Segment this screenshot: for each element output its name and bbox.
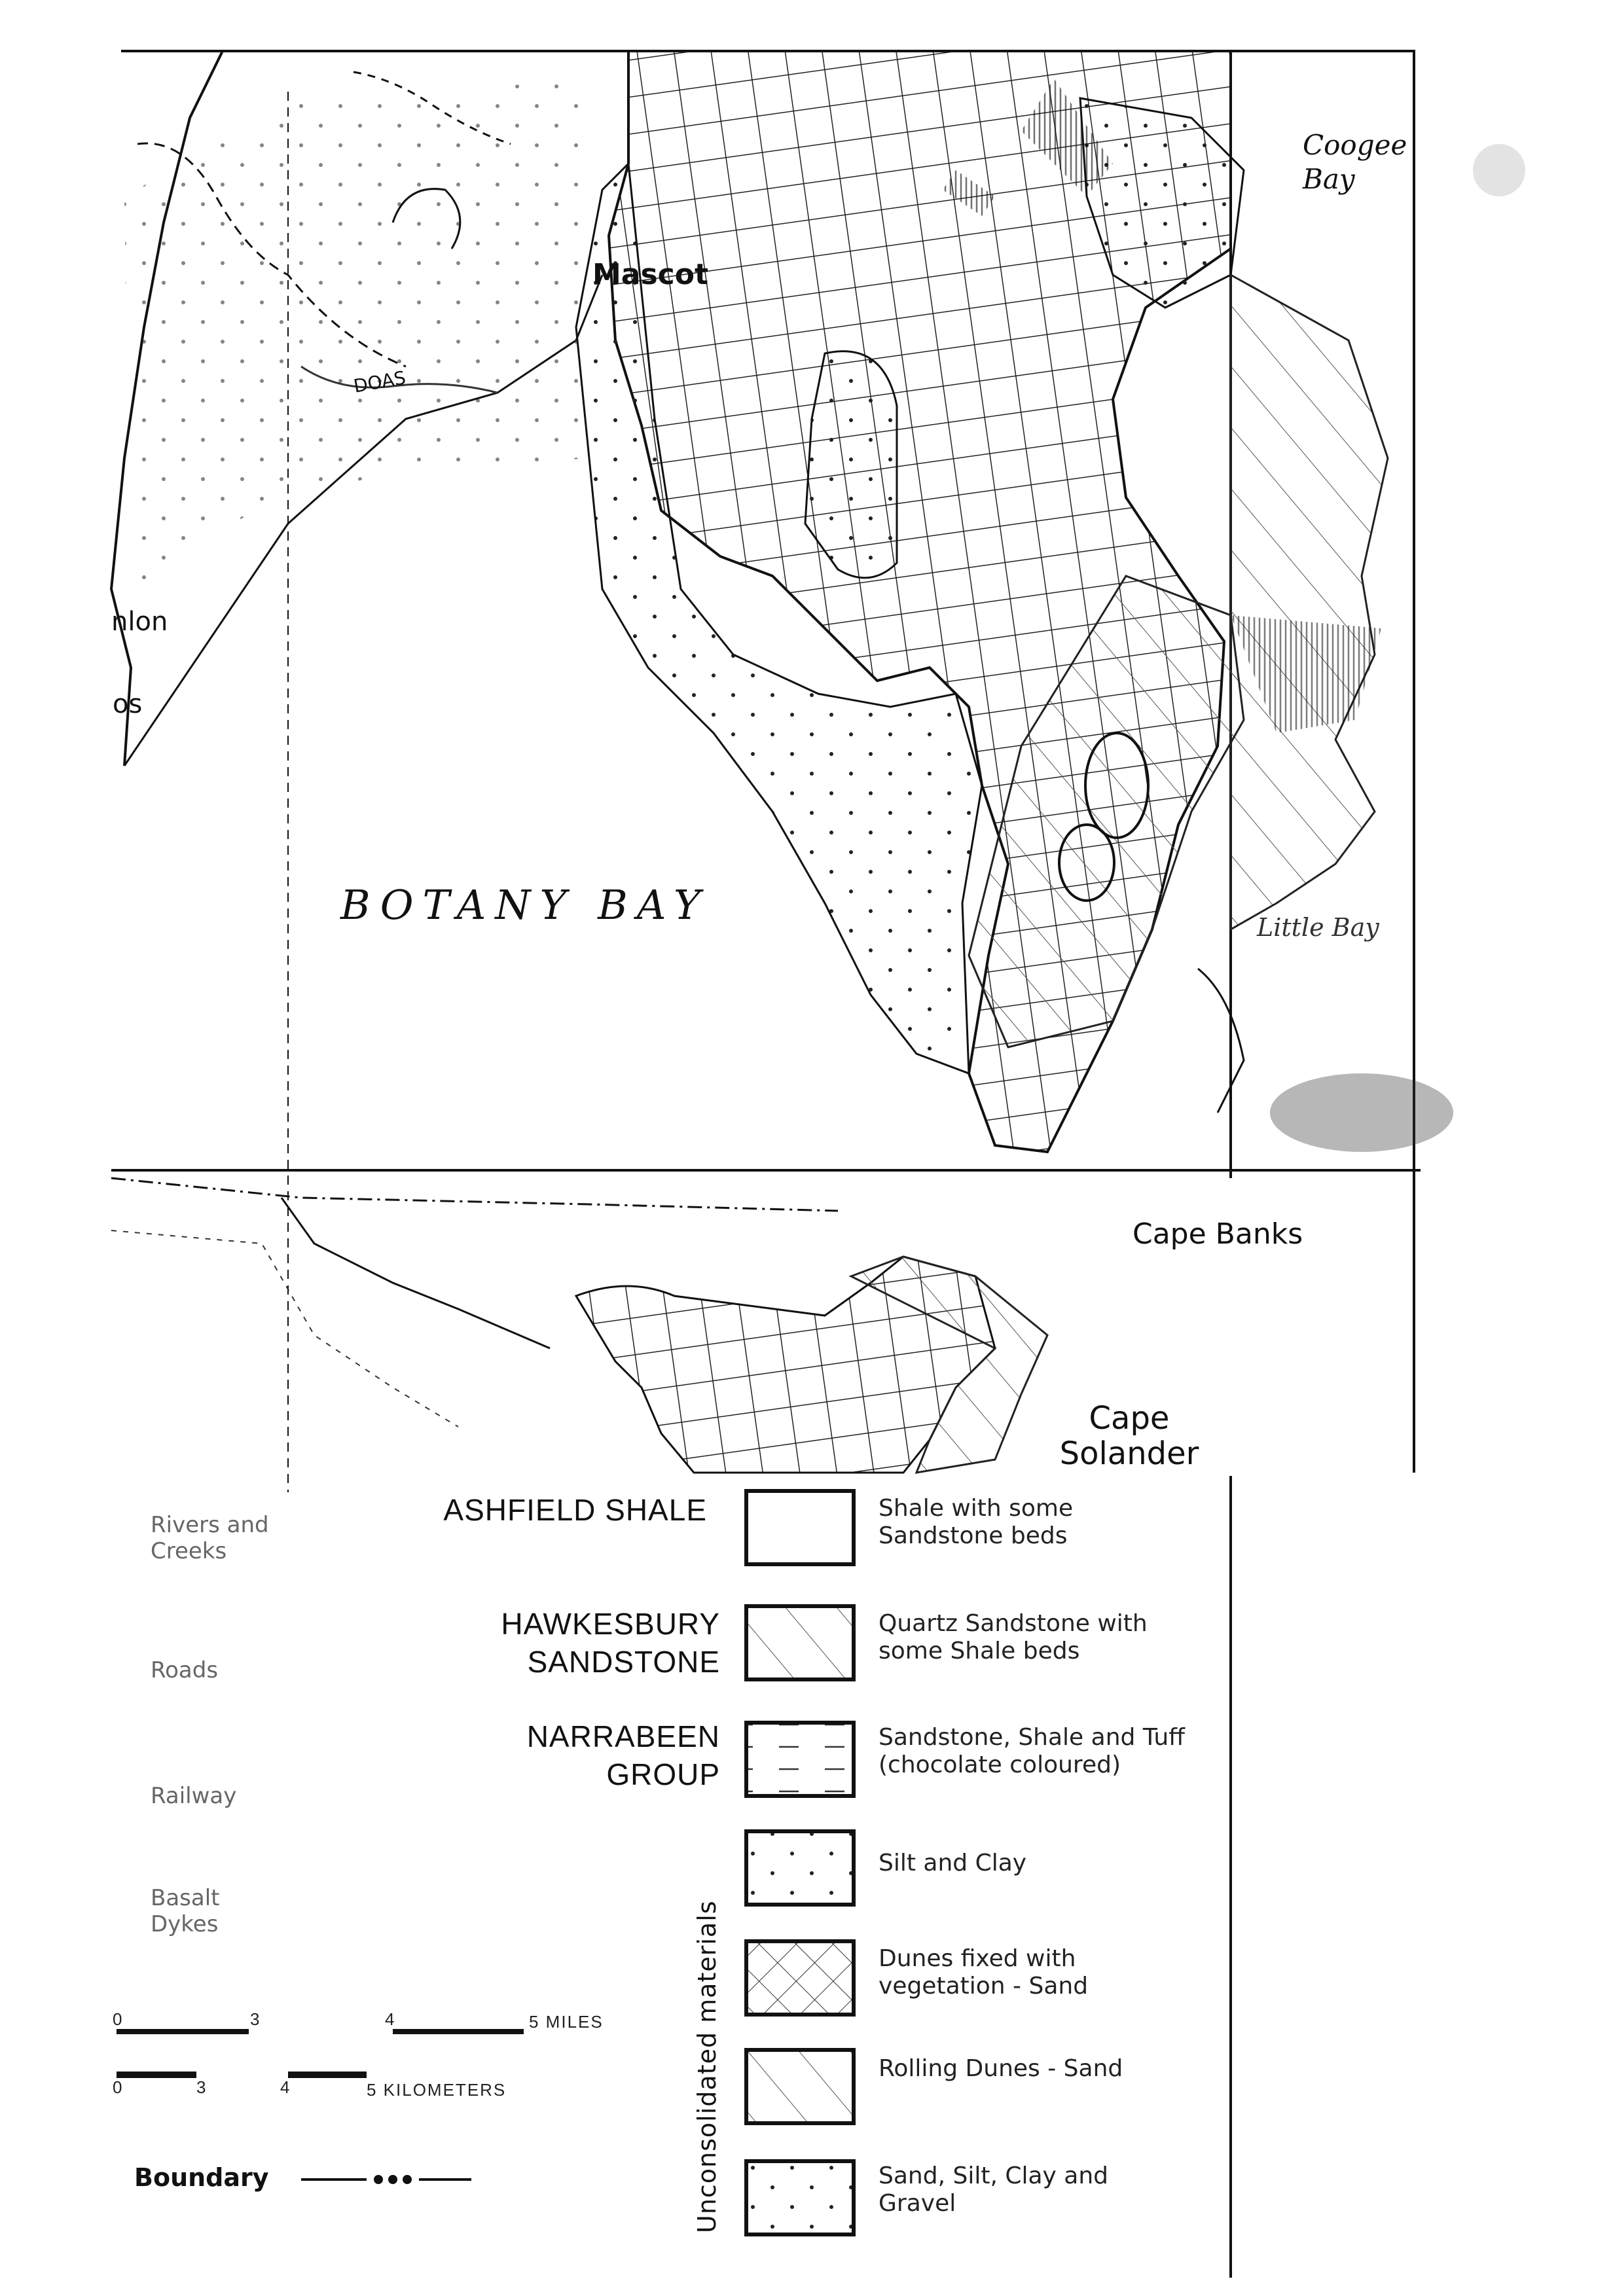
scale-tick-km-3: 3 xyxy=(196,2077,208,2097)
label-mascot: Mascot xyxy=(592,258,709,291)
legend-desc-fixed-dunes: Dunes fixed with vegetation - Sand xyxy=(879,1945,1089,2000)
legend-desc-narrabeen: Sandstone, Shale and Tuff (chocolate coloured) xyxy=(879,1724,1185,1778)
legend-boundary-label: Boundary xyxy=(134,2163,269,2192)
legend-desc-sand-gravel: Sand, Silt, Clay and Gravel xyxy=(879,2162,1108,2217)
legend-railway-label: Railway xyxy=(151,1783,237,1809)
legend-rivers-label: Rivers and Creeks xyxy=(151,1512,269,1564)
left-dot-field xyxy=(124,79,589,589)
lower-geology xyxy=(111,1178,1047,1473)
label-road: DOAS xyxy=(352,367,408,397)
legend-swatches xyxy=(746,1491,854,2234)
legend-group-label: Unconsolidated materials xyxy=(693,1900,721,2233)
scale-tick-mi-4: 4 xyxy=(385,2009,396,2029)
label-cape-banks: Cape Banks xyxy=(1133,1217,1303,1251)
scale-bars xyxy=(117,2032,524,2075)
legend-roads-label: Roads xyxy=(151,1657,219,1683)
scale-tick-mi-0: 0 xyxy=(113,2009,124,2029)
boundary-symbol xyxy=(301,2176,471,2183)
legend-basalt-label: Basalt Dykes xyxy=(151,1885,220,1937)
upper-geology xyxy=(576,51,1388,1152)
scale-km-label: 5 KILOMETERS xyxy=(367,2080,507,2100)
label-cape-solander: Cape Solander xyxy=(1059,1400,1199,1472)
legend-desc-rolling-dunes: Rolling Dunes - Sand xyxy=(879,2055,1123,2082)
label-botany-bay: BOTANY BAY xyxy=(340,881,710,929)
legend-unit-name-hawkesbury: HAWKESBURY SANDSTONE xyxy=(501,1607,720,1679)
legend-unit-name-narrabeen: NARRABEEN GROUP xyxy=(526,1719,720,1791)
label-cut-left-1: nlon xyxy=(111,607,168,637)
label-coogee-bay: Coogee Bay xyxy=(1303,129,1407,195)
legend-desc-ashfield: Shale with some Sandstone beds xyxy=(879,1495,1074,1549)
scale-tick-km-4: 4 xyxy=(280,2077,291,2097)
scale-miles-label: 5 MILES xyxy=(529,2012,604,2032)
label-little-bay: Little Bay xyxy=(1257,913,1379,942)
legend-unit-name-ashfield: ASHFIELD SHALE xyxy=(443,1493,707,1527)
legend-desc-hawkesbury: Quartz Sandstone with some Shale beds xyxy=(879,1610,1148,1664)
label-cut-left-2: os xyxy=(113,689,143,719)
legend-desc-silt-clay: Silt and Clay xyxy=(879,1850,1027,1876)
scale-tick-km-0: 0 xyxy=(113,2077,124,2097)
scale-tick-mi-3: 3 xyxy=(250,2009,261,2029)
